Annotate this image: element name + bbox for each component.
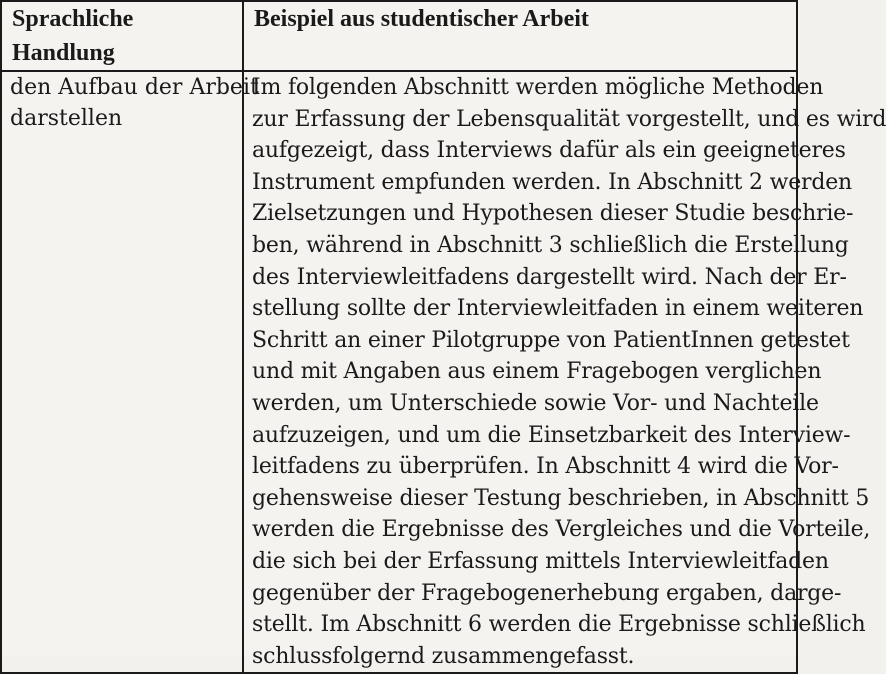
example-line: des Interviewleitfadens dargestellt wird. Nach der Er- xyxy=(252,264,847,290)
example-line: Instrument empfunden werden. In Abschnitt 2 werden xyxy=(252,169,853,195)
column-header-action: Sprachliche Handlung xyxy=(1,1,243,71)
example-line: gegenüber der Fragebogenerhebung ergaben, darge- xyxy=(252,580,842,606)
example-line: aufgezeigt, dass Interviews dafür als ein geeigneteres xyxy=(252,138,846,164)
example-line: zur Erfassung der Lebensqualität vorgestellt, und es wird xyxy=(252,106,886,132)
example-line: ben, während in Abschnitt 3 schließlich die Erstellung xyxy=(252,232,849,258)
action-line: darstellen xyxy=(10,106,123,131)
example-line: Im folgenden Abschnitt werden mögliche Methoden xyxy=(252,75,824,100)
example-line: leitfadens zu überprüfen. In Abschnitt 4 wird die Vor- xyxy=(252,454,839,480)
example-line: stellt. Im Abschnitt 6 werden die Ergebnisse schließlich xyxy=(252,612,866,638)
example-line: und mit Angaben aus einem Fragebogen verglichen xyxy=(252,359,822,385)
example-line: gehensweise dieser Testung beschrieben, in Abschnitt 5 xyxy=(252,485,870,511)
example-line: die sich bei der Erfassung mittels Interviewleitfaden xyxy=(252,548,829,574)
example-line: stellung sollte der Interviewleitfaden in einem weiteren xyxy=(252,296,864,322)
action-cell xyxy=(1,71,259,673)
table-header-row xyxy=(1,1,797,71)
column-header-example: Beispiel aus studentischer Arbeit xyxy=(243,1,797,71)
example-line: Zielsetzungen und Hypothesen dieser Studie beschrie- xyxy=(252,201,854,227)
example-line: aufzuzeigen, und um die Einsetzbarkeit des Interview- xyxy=(252,422,851,448)
example-cell xyxy=(243,71,886,673)
action-line: den Aufbau der Arbeit xyxy=(10,75,259,100)
example-line: werden die Ergebnisse des Vergleiches und die Vorteile, xyxy=(252,517,871,543)
table-row xyxy=(1,71,797,673)
example-line: werden, um Unterschiede sowie Vor- und Nachteile xyxy=(252,390,819,416)
example-line: schlussfolgernd zusammengefasst. xyxy=(252,643,635,669)
example-line: Schritt an einer Pilotgruppe von PatientInnen getestet xyxy=(252,327,850,353)
